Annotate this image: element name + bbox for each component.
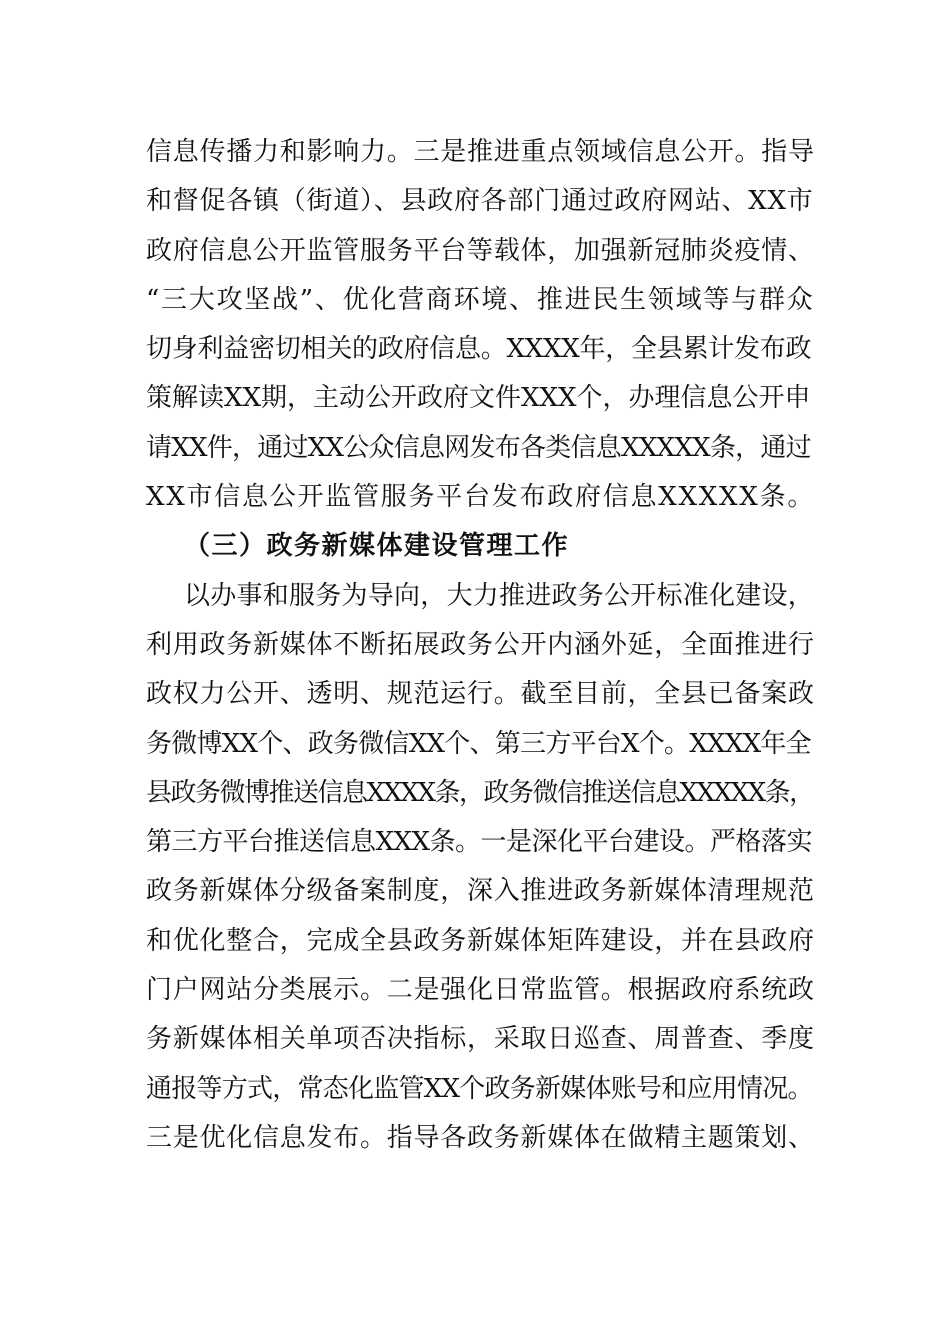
paragraph-line: 务新媒体相关单项否决指标，采取日巡查、周普查、季度 <box>146 1024 815 1055</box>
paragraph-line: 政府信息公开监管服务平台等载体，加强新冠肺炎疫情、 <box>146 235 815 266</box>
paragraph-line: 和优化整合，完成全县政务新媒体矩阵建设，并在县政府 <box>146 925 815 956</box>
paragraph-line: 切身利益密切相关的政府信息。XXXX年，全县累计发布政 <box>146 334 812 365</box>
paragraph-line: 三是优化信息发布。指导各政务新媒体在做精主题策划、 <box>146 1122 815 1153</box>
section-heading: （三）政务新媒体建设管理工作 <box>184 531 570 562</box>
paragraph-line: 信息传播力和影响力。三是推进重点领域信息公开。指导 <box>146 137 815 167</box>
paragraph-line: 县政务微博推送信息XXXX条，政务微信推送信息XXXXX条， <box>146 777 814 808</box>
paragraph-line: 政权力公开、透明、规范运行。截至目前，全县已备案政 <box>146 679 815 710</box>
paragraph-line: 利用政务新媒体不断拓展政务公开内涵外延，全面推进行 <box>146 629 815 660</box>
document-body <box>146 128 816 1163</box>
paragraph-line: 第三方平台推送信息XXX条。一是深化平台建设。严格落实 <box>146 827 813 858</box>
paragraph-line: “三大攻坚战”、优化营商环境、推进民生领域等与群众 <box>146 284 815 315</box>
paragraph-line: XX市信息公开监管服务平台发布政府信息XXXXX条。 <box>146 482 816 513</box>
paragraph-line: 门户网站分类展示。二是强化日常监管。根据政府系统政 <box>146 975 815 1006</box>
paragraph-line: 策解读XX期，主动公开政府文件XXX个，办理信息公开申 <box>146 383 811 414</box>
paragraph-line: 以办事和服务为导向，大力推进政务公开标准化建设， <box>184 580 815 611</box>
paragraph-line: 务微博XX个、政务微信XX个、第三方平台X个。XXXX年全 <box>146 728 811 759</box>
paragraph-line: 通报等方式，常态化监管XX个政务新媒体账号和应用情况。 <box>146 1073 813 1104</box>
paragraph-line: 和督促各镇（街道）、县政府各部门通过政府网站、XX市 <box>146 186 814 217</box>
paragraph-line: 政务新媒体分级备案制度，深入推进政务新媒体清理规范 <box>146 876 815 907</box>
paragraph-line: 请XX件，通过XX公众信息网发布各类信息XXXXX条，通过 <box>146 432 811 463</box>
